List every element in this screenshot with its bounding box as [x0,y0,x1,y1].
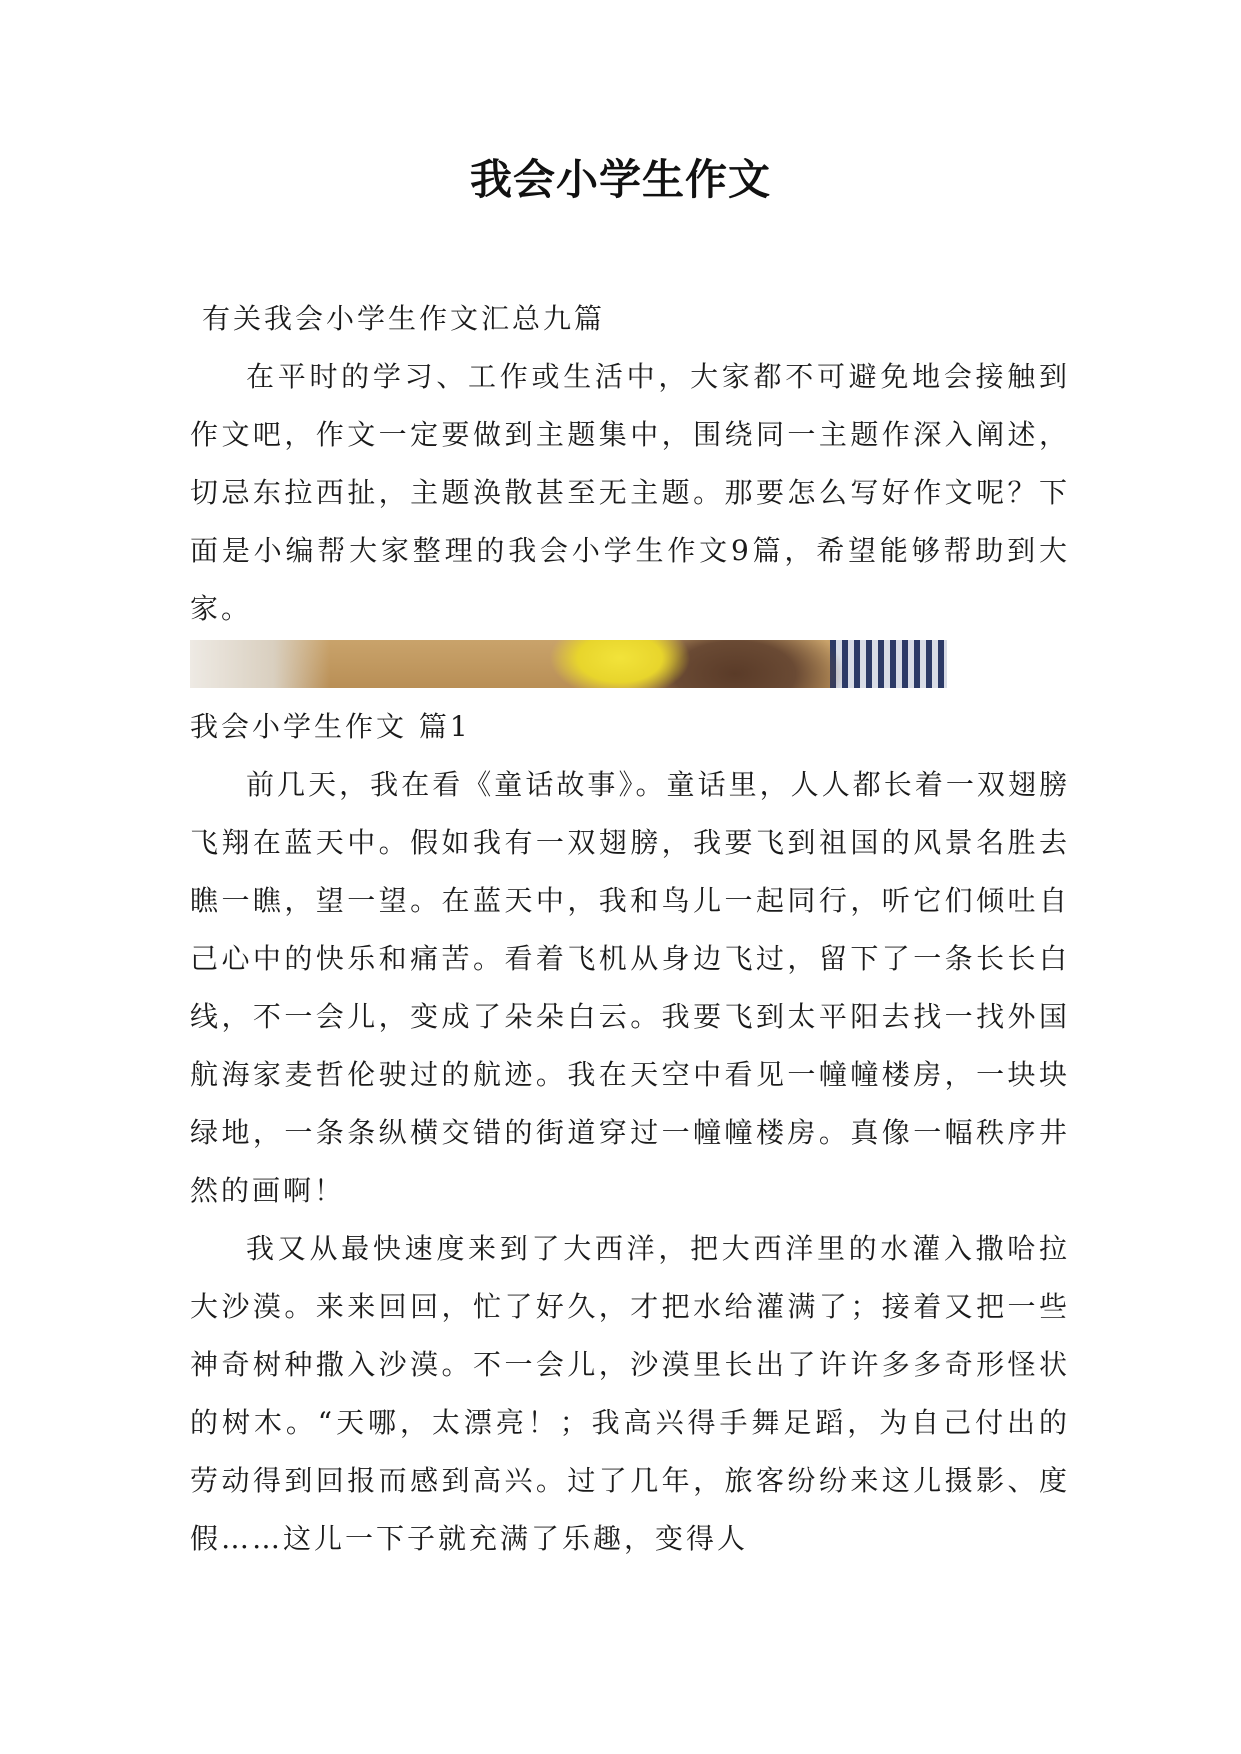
document-body [190,290,1070,1568]
body-paragraph-1: 前几天，我在看《童话故事》。童话里，人人都长着一双翅膀飞翔在蓝天中。假如我有一双翅膀，我要飞到祖国的风景名胜去瞧一瞧，望一望。在蓝天中，我和鸟儿一起同行，听它们倾吐自己心中的快乐和痛苦。看着飞机从身边飞过，留下了一条长长白线，不一会儿，变成了朵朵白云。我要飞到太平阳去找一找外国航海家麦哲伦驶过的航迹。我在天空中看见一幢幢楼房，一块块绿地，一条条纵横交错的街道穿过一幢幢楼房。真像一幅秩序井然的画啊！ [190,768,1070,1207]
document-subtitle: 有关我会小学生作文汇总九篇 [202,302,606,335]
banner-photo [190,640,947,688]
intro-paragraph: 在平时的学习、工作或生活中，大家都不可避免地会接触到作文吧，作文一定要做到主题集中，围绕同一主题作深入阐述，切忌东拉西扯，主题涣散甚至无主题。那要怎么写好作文呢？下面是小编帮大家整理的我会小学生作文9篇，希望能够帮助到大家。 [190,360,1070,625]
body-paragraph-2: 我又从最快速度来到了大西洋，把大西洋里的水灌入撒哈拉大沙漠。来来回回，忙了好久，才把水给灌满了；接着又把一些神奇树种撒入沙漠。不一会儿，沙漠里长出了许许多多奇形怪状的树木。“天哪，太漂亮！；我高兴得手舞足蹈，为自己付出的劳动得到回报而感到高兴。过了几年，旅客纷纷来这儿摄影、度假……这儿一下子就充满了乐趣，变得人 [190,1232,1070,1555]
section-heading: 我会小学生作文 篇1 [190,710,471,743]
page-title: 我会小学生作文 [469,155,771,204]
